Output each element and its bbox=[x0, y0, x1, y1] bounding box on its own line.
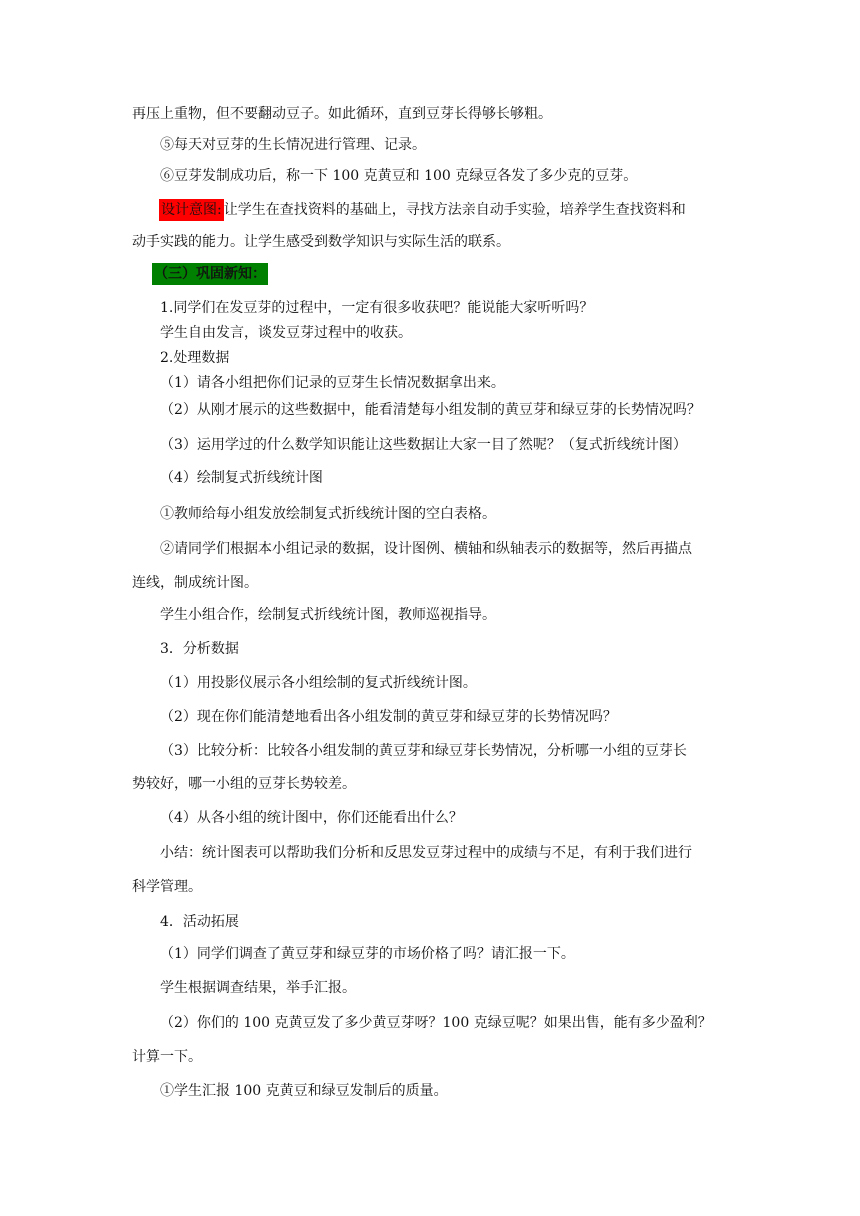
paragraph-line: 计算一下。 bbox=[132, 1049, 202, 1065]
section-heading: （三）巩固新知： bbox=[152, 263, 268, 285]
design-intent-paragraph bbox=[159, 199, 686, 221]
paragraph-line: ①学生汇报 100 克黄豆和绿豆发制后的质量。 bbox=[160, 1083, 448, 1099]
paragraph-line: 科学管理。 bbox=[132, 879, 202, 895]
paragraph-line: （4）从各小组的统计图中，你们还能看出什么？ bbox=[160, 810, 463, 826]
paragraph-line: 学生根据调查结果，举手汇报。 bbox=[160, 980, 356, 996]
paragraph-line: 1.同学们在发豆芽的过程中，一定有很多收获吧？能说能大家听听吗？ bbox=[160, 300, 594, 316]
paragraph-line: ⑥豆芽发制成功后，称一下 100 克黄豆和 100 克绿豆各发了多少克的豆芽。 bbox=[160, 168, 638, 184]
paragraph-line: ①教师给每小组发放绘制复式折线统计图的空白表格。 bbox=[160, 506, 496, 522]
design-intent-label: 设计意图: bbox=[159, 199, 224, 221]
paragraph-line: （2）从刚才展示的这些数据中，能看清楚每小组发制的黄豆芽和绿豆芽的长势情况吗？ bbox=[160, 402, 701, 418]
paragraph-line: 学生小组合作，绘制复式折线统计图，教师巡视指导。 bbox=[160, 607, 496, 623]
paragraph-line: 学生自由发言，谈发豆芽过程中的收获。 bbox=[160, 325, 412, 341]
paragraph-line: （2）现在你们能清楚地看出各小组发制的黄豆芽和绿豆芽的长势情况吗？ bbox=[160, 709, 617, 725]
paragraph-line: （1）同学们调查了黄豆芽和绿豆芽的市场价格了吗？请汇报一下。 bbox=[160, 946, 575, 962]
paragraph-line: （1）用投影仪展示各小组绘制的复式折线统计图。 bbox=[160, 675, 477, 691]
paragraph-line: （3）比较分析：比较各小组发制的黄豆芽和绿豆芽长势情况，分析哪一小组的豆芽长 bbox=[160, 743, 687, 759]
paragraph-line: 动手实践的能力。让学生感受到数学知识与实际生活的联系。 bbox=[132, 234, 510, 250]
paragraph-line: （2）你们的 100 克黄豆发了多少黄豆芽呀？100 克绿豆呢？如果出售，能有多少盈利？ bbox=[160, 1015, 712, 1031]
paragraph-line: ⑤每天对豆芽的生长情况进行管理、记录。 bbox=[160, 137, 426, 153]
paragraph-line: ②请同学们根据本小组记录的数据，设计图例、横轴和纵轴表示的数据等，然后再描点 bbox=[160, 541, 692, 557]
paragraph-line: 再压上重物，但不要翻动豆子。如此循环，直到豆芽长得够长够粗。 bbox=[132, 106, 552, 122]
paragraph-line: 2.处理数据 bbox=[160, 350, 230, 366]
paragraph-line: 小结：统计图表可以帮助我们分析和反思发豆芽过程中的成绩与不足，有利于我们进行 bbox=[160, 845, 692, 861]
paragraph-line: （3）运用学过的什么数学知识能让这些数据让大家一目了然呢？（复式折线统计图） bbox=[160, 437, 687, 453]
paragraph-line: （1）请各小组把你们记录的豆芽生长情况数据拿出来。 bbox=[160, 375, 505, 391]
paragraph-line: 连线，制成统计图。 bbox=[132, 575, 258, 591]
section-heading-wrap bbox=[152, 263, 268, 285]
paragraph-text: 让学生在查找资料的基础上，寻找方法亲自动手实验，培养学生查找资料和 bbox=[223, 202, 686, 218]
paragraph-line: 4．活动拓展 bbox=[160, 914, 239, 930]
paragraph-line: 3．分析数据 bbox=[160, 641, 239, 657]
paragraph-line: 势较好，哪一小组的豆芽长势较差。 bbox=[132, 776, 356, 792]
paragraph-line: （4）绘制复式折线统计图 bbox=[160, 470, 323, 486]
